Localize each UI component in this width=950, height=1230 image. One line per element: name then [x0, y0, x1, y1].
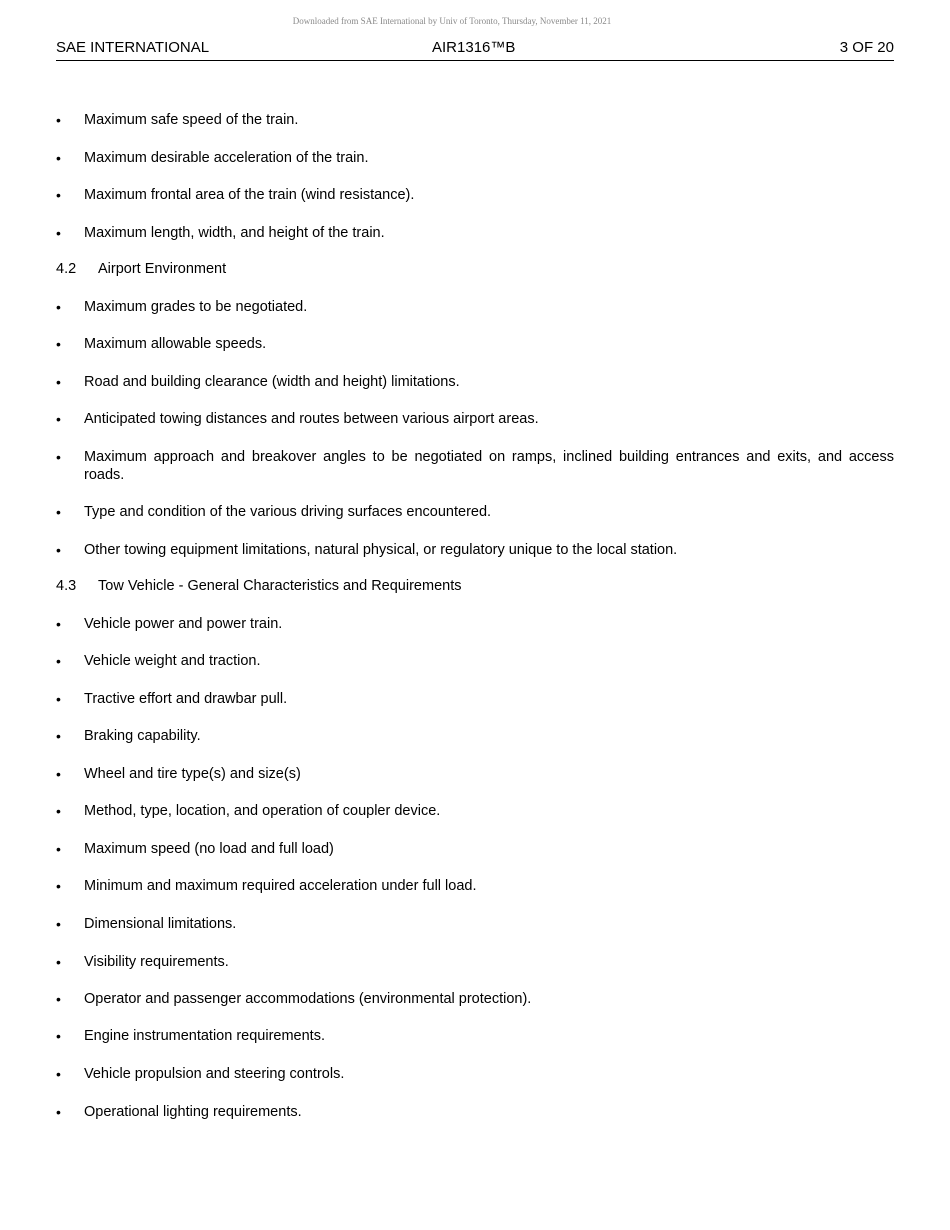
bullet-icon: •	[56, 336, 61, 352]
bullet-icon: •	[56, 916, 61, 932]
bullet-icon: •	[56, 841, 61, 857]
bullet-icon: •	[56, 112, 61, 128]
list-item-text: Maximum desirable acceleration of the train.	[84, 150, 369, 166]
page-header	[56, 38, 894, 61]
list-item-text: Maximum speed (no load and full load)	[84, 841, 334, 857]
bullet-icon: •	[56, 374, 61, 390]
bullet-icon: •	[56, 150, 61, 166]
list-item-text: Road and building clearance (width and height) limitations.	[84, 374, 460, 390]
list-item-text: Braking capability.	[84, 728, 201, 744]
list-item-text: Other towing equipment limitations, natural physical, or regulatory unique to the local station.	[84, 542, 678, 558]
list-item-text: Maximum grades to be negotiated.	[84, 299, 308, 315]
bullet-icon: •	[56, 411, 61, 427]
list-item-text: Dimensional limitations.	[84, 916, 237, 932]
bullet-icon: •	[56, 991, 61, 1007]
bullet-icon: •	[56, 1028, 61, 1044]
bullet-icon: •	[56, 766, 61, 782]
list-item-text: Engine instrumentation requirements.	[84, 1028, 325, 1044]
section-number: 4.3	[56, 578, 77, 594]
section-title: Tow Vehicle - General Characteristics and Requirements	[98, 578, 462, 594]
bullet-icon: •	[56, 616, 61, 632]
bullet-icon: •	[56, 449, 61, 465]
list-item-text: Tractive effort and drawbar pull.	[84, 691, 288, 707]
list-item-text: Method, type, location, and operation of coupler device.	[84, 803, 441, 819]
bullet-icon: •	[56, 691, 61, 707]
bullet-icon: •	[56, 187, 61, 203]
list-item-text: Vehicle power and power train.	[84, 616, 283, 632]
list-item-text: Maximum allowable speeds.	[84, 336, 267, 352]
list-item-text: Maximum frontal area of the train (wind resistance).	[84, 187, 415, 203]
list-item-text: Maximum length, width, and height of the train.	[84, 225, 385, 241]
bullet-icon: •	[56, 878, 61, 894]
bullet-icon: •	[56, 1066, 61, 1082]
bullet-icon: •	[56, 542, 61, 558]
list-item-text: Type and condition of the various driving surfaces encountered.	[84, 504, 492, 520]
download-watermark: Downloaded from SAE International by Univ of Toronto, Thursday, November 11, 2021	[292, 16, 612, 26]
list-item-text: Maximum safe speed of the train.	[84, 112, 299, 128]
bullet-icon: •	[56, 728, 61, 744]
list-item-text: Wheel and tire type(s) and size(s)	[84, 766, 301, 782]
list-item-text: Vehicle weight and traction.	[84, 653, 261, 669]
header-document-id: AIR1316™B	[432, 39, 516, 56]
header-organization: SAE INTERNATIONAL	[56, 39, 210, 56]
bullet-icon: •	[56, 653, 61, 669]
list-item-text: Maximum approach and breakover angles to be negotiated on ramps, inclined building entrances and exits, and access roads.	[84, 449, 894, 483]
list-item-text: Operational lighting requirements.	[84, 1104, 302, 1120]
bullet-icon: •	[56, 225, 61, 241]
list-item-text: Visibility requirements.	[84, 954, 229, 970]
header-page-number: 3 OF 20	[839, 39, 894, 56]
section-title: Airport Environment	[98, 261, 227, 277]
bullet-icon: •	[56, 1104, 61, 1120]
list-item-text: Vehicle propulsion and steering controls.	[84, 1066, 345, 1082]
bullet-icon: •	[56, 954, 61, 970]
bullet-icon: •	[56, 803, 61, 819]
bullet-icon: •	[56, 299, 61, 315]
section-number: 4.2	[56, 261, 77, 277]
list-item-text: Operator and passenger accommodations (environmental protection).	[84, 991, 532, 1007]
list-item-text: Anticipated towing distances and routes between various airport areas.	[84, 411, 539, 427]
list-item-text: Minimum and maximum required acceleration under full load.	[84, 878, 477, 894]
bullet-icon: •	[56, 504, 61, 520]
